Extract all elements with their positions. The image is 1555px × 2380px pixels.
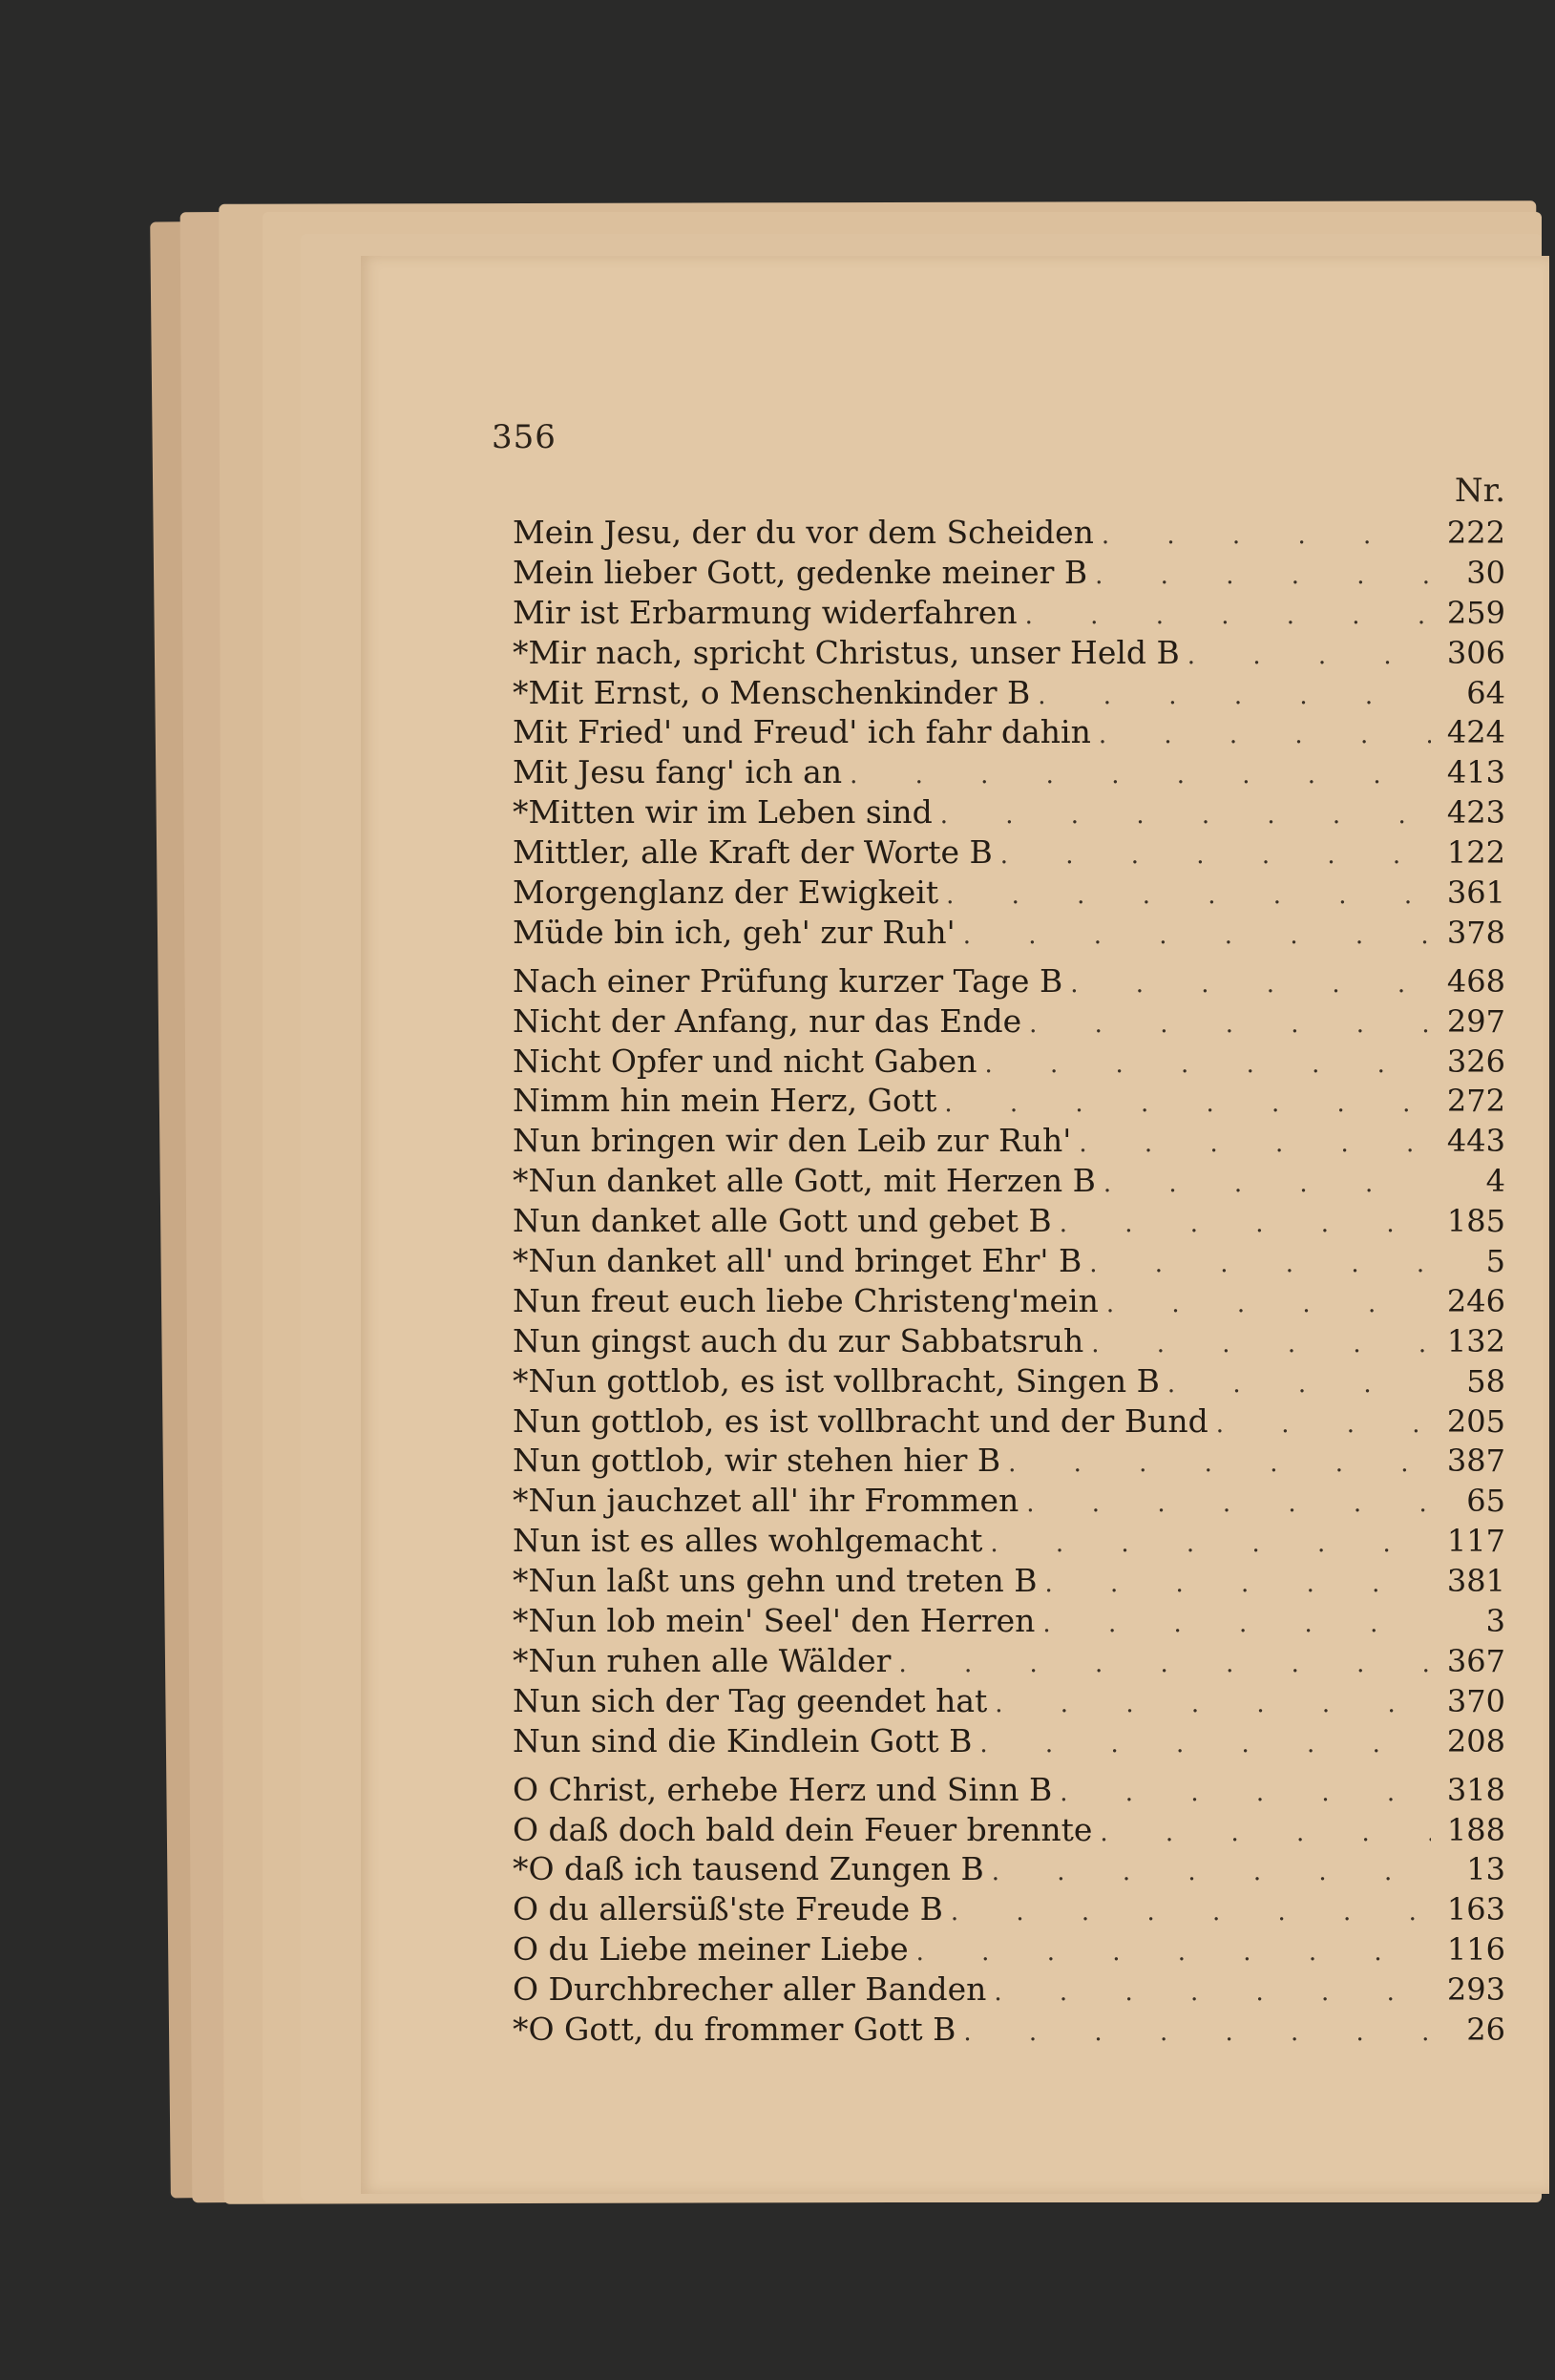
- leader-dots: [944, 1089, 1431, 1118]
- hymn-number: 293: [1446, 1971, 1505, 2009]
- leader-dots: [1060, 1779, 1431, 1807]
- leader-dots: [1026, 1489, 1431, 1518]
- hymn-number: 413: [1446, 754, 1505, 791]
- hymn-number: 378: [1446, 914, 1505, 951]
- leader-dots: [979, 1730, 1431, 1759]
- hymn-number: 443: [1446, 1123, 1505, 1160]
- hymn-number: 26: [1466, 2011, 1505, 2048]
- index-entry: [513, 1602, 1505, 1642]
- hymn-title: Nun gottlob, wir stehen hier B: [513, 1442, 1001, 1480]
- hymn-number: 188: [1446, 1811, 1505, 1848]
- hymn-number: 272: [1446, 1083, 1505, 1120]
- index-entry: [513, 1082, 1505, 1122]
- index-entry: [513, 1930, 1505, 1970]
- hymn-title: Nicht Opfer und nicht Gaben: [513, 1042, 977, 1080]
- index-entry: [513, 1722, 1505, 1762]
- hymn-number: 318: [1446, 1771, 1505, 1808]
- hymn-title: Morgenglanz der Ewigkeit: [513, 874, 939, 912]
- hymn-number: 326: [1446, 1043, 1505, 1080]
- hymn-number: 205: [1446, 1402, 1505, 1440]
- leader-dots: [916, 1938, 1431, 1967]
- hymn-index-list: [513, 514, 1505, 2051]
- hymn-title: *Nun danket alle Gott, mit Herzen B: [513, 1162, 1096, 1200]
- hymn-title: Nun gottlob, es ist vollbracht und der Bund: [513, 1401, 1208, 1440]
- hymn-number: 116: [1446, 1931, 1505, 1969]
- index-entry: [513, 874, 1505, 914]
- hymn-number: 387: [1446, 1443, 1505, 1480]
- index-entry: [513, 1322, 1505, 1362]
- hymn-title: Mir ist Erbarmung widerfahren: [513, 593, 1018, 631]
- hymn-number: 361: [1446, 874, 1505, 912]
- hymn-title: *Mir nach, spricht Christus, unser Held B: [513, 633, 1180, 671]
- hymn-title: Mit Jesu fang' ich an: [513, 753, 843, 791]
- leader-dots: [1000, 841, 1431, 870]
- hymn-title: O du allersüß'ste Freude B: [513, 1890, 943, 1928]
- hymn-number: 423: [1446, 794, 1505, 832]
- hymn-title: O daß doch bald dein Feuer brennte: [513, 1810, 1093, 1848]
- hymn-number: 163: [1446, 1891, 1505, 1928]
- index-entry: [513, 1642, 1505, 1682]
- hymn-title: *Nun lob mein' Seel' den Herren: [513, 1602, 1036, 1640]
- hymn-number: 468: [1446, 962, 1505, 1000]
- leader-dots: [994, 1978, 1431, 2007]
- hymn-number: 306: [1446, 634, 1505, 671]
- index-entry: [513, 2011, 1505, 2051]
- hymn-title: Mein Jesu, der du vor dem Scheiden: [513, 514, 1094, 551]
- hymn-title: Mein lieber Gott, gedenke meiner B: [513, 553, 1088, 591]
- hymn-number: 246: [1446, 1282, 1505, 1319]
- index-entry: [513, 962, 1505, 1002]
- hymn-number: 65: [1466, 1483, 1505, 1520]
- index-entry: [513, 1482, 1505, 1522]
- hymn-number: 3: [1485, 1603, 1505, 1640]
- hymn-title: Nun sind die Kindlein Gott B: [513, 1721, 973, 1759]
- hymn-number: 185: [1446, 1203, 1505, 1240]
- index-entry: [513, 713, 1505, 753]
- hymn-title: *Mit Ernst, o Menschenkinder B: [513, 673, 1031, 711]
- leader-dots: [1095, 561, 1431, 590]
- leader-dots: [1008, 1449, 1431, 1478]
- leader-dots: [1025, 601, 1431, 630]
- hymn-number: 30: [1466, 554, 1505, 591]
- hymn-number: 132: [1446, 1322, 1505, 1359]
- index-entry: [513, 1682, 1505, 1722]
- leader-dots: [1044, 1569, 1431, 1598]
- hymn-title: Müde bin ich, geh' zur Ruh': [513, 913, 956, 951]
- hymn-title: Nun sich der Tag geendet hat: [513, 1681, 988, 1719]
- hymn-title: *Nun laßt uns gehn und treten B: [513, 1562, 1038, 1600]
- index-entry: [513, 1362, 1505, 1402]
- hymn-title: Mittler, alle Kraft der Worte B: [513, 833, 993, 872]
- index-entry: [513, 1442, 1505, 1482]
- leader-dots: [1167, 1370, 1431, 1399]
- leader-dots: [963, 2018, 1431, 2047]
- leader-dots: [1029, 1010, 1431, 1039]
- hymn-title: O Christ, erhebe Herz und Sinn B: [513, 1770, 1053, 1808]
- hymn-number: 13: [1466, 1851, 1505, 1888]
- leader-dots: [963, 921, 1431, 950]
- leader-dots: [898, 1650, 1431, 1678]
- hymn-number: 58: [1466, 1362, 1505, 1400]
- hymn-number: 117: [1446, 1523, 1505, 1560]
- leader-dots: [1089, 1250, 1431, 1278]
- index-entry: [513, 1043, 1505, 1083]
- hymn-title: *O daß ich tausend Zungen B: [513, 1850, 984, 1888]
- leader-dots: [1070, 970, 1431, 999]
- leader-dots: [850, 761, 1431, 790]
- hymn-number: 4: [1485, 1163, 1505, 1200]
- hymn-title: Nicht der Anfang, nur das Ende: [513, 1001, 1022, 1040]
- hymn-title: Nun freut euch liebe Christeng'mein: [513, 1281, 1099, 1319]
- index-entry: [513, 1202, 1505, 1242]
- index-entry: [513, 914, 1505, 954]
- index-entry: [513, 1002, 1505, 1043]
- index-entry: [513, 1850, 1505, 1890]
- hymn-number: 370: [1446, 1682, 1505, 1719]
- index-entry: [513, 793, 1505, 833]
- hymn-title: O Durchbrecher aller Banden: [513, 1970, 987, 2009]
- leader-dots: [984, 1050, 1431, 1079]
- leader-dots: [1102, 521, 1431, 550]
- index-entry: [513, 1890, 1505, 1930]
- hymn-title: *O Gott, du frommer Gott B: [513, 2010, 956, 2048]
- leader-dots: [1216, 1410, 1431, 1439]
- index-entry: [513, 1771, 1505, 1811]
- hymn-title: *Nun danket all' und bringet Ehr' B: [513, 1242, 1082, 1280]
- index-entry: [513, 1402, 1505, 1443]
- hymn-title: *Nun ruhen alle Wälder: [513, 1641, 892, 1679]
- leader-dots: [940, 801, 1431, 830]
- hymn-number: 208: [1446, 1722, 1505, 1759]
- index-entry: [513, 1811, 1505, 1851]
- index-entry: [513, 1122, 1505, 1162]
- leader-dots: [1042, 1610, 1431, 1638]
- hymn-title: Nun danket alle Gott und gebet B: [513, 1202, 1052, 1240]
- index-entry: [513, 1242, 1505, 1282]
- hymn-number: 64: [1466, 674, 1505, 711]
- index-entry: [513, 1970, 1505, 2011]
- hymn-number: 297: [1446, 1002, 1505, 1040]
- hymn-title: *Nun gottlob, es ist vollbracht, Singen B: [513, 1361, 1160, 1400]
- leader-dots: [1060, 1210, 1431, 1238]
- hymn-number: 222: [1446, 515, 1505, 551]
- index-entry: [513, 1562, 1505, 1602]
- hymn-number: 381: [1446, 1563, 1505, 1600]
- hymn-title: Nun ist es alles wohlgemacht: [513, 1522, 983, 1560]
- index-entry: [513, 634, 1505, 674]
- leader-dots: [1091, 1330, 1431, 1358]
- leader-dots: [1103, 1169, 1431, 1198]
- index-entry: [513, 753, 1505, 793]
- hymn-number: 367: [1446, 1642, 1505, 1679]
- index-entry: [513, 514, 1505, 554]
- hymn-number: 259: [1446, 594, 1505, 631]
- index-entry: [513, 674, 1505, 714]
- hymn-number: 424: [1446, 714, 1505, 751]
- hymn-title: Nun gingst auch du zur Sabbatsruh: [513, 1321, 1084, 1359]
- hymn-title: Nach einer Prüfung kurzer Tage B: [513, 961, 1063, 1000]
- number-column-header: Nr.: [1454, 472, 1505, 510]
- leader-dots: [992, 1858, 1431, 1886]
- leader-dots: [995, 1690, 1431, 1718]
- leader-dots: [1106, 1290, 1431, 1318]
- leader-dots: [1099, 721, 1431, 749]
- index-entry: [513, 833, 1505, 874]
- hymn-title: Nimm hin mein Herz, Gott: [513, 1082, 937, 1120]
- index-entry: [513, 1162, 1505, 1202]
- index-entry: [513, 594, 1505, 634]
- hymn-number: 122: [1446, 834, 1505, 872]
- leader-dots: [946, 881, 1431, 910]
- leader-dots: [1038, 682, 1431, 710]
- hymn-title: *Nun jauchzet all' ihr Frommen: [513, 1482, 1019, 1520]
- index-entry: [513, 1282, 1505, 1322]
- index-entry: [513, 554, 1505, 594]
- leader-dots: [1187, 642, 1431, 670]
- hymn-number: 5: [1485, 1243, 1505, 1280]
- leader-dots: [1079, 1129, 1431, 1158]
- leader-dots: [990, 1529, 1431, 1558]
- leader-dots: [1100, 1819, 1431, 1847]
- hymn-title: *Mitten wir im Leben sind: [513, 793, 933, 832]
- page-number: 356: [492, 418, 557, 456]
- hymn-title: O du Liebe meiner Liebe: [513, 1930, 909, 1969]
- hymn-title: Nun bringen wir den Leib zur Ruh': [513, 1122, 1072, 1160]
- leader-dots: [951, 1898, 1431, 1927]
- index-entry: [513, 1522, 1505, 1562]
- hymn-title: Mit Fried' und Freud' ich fahr dahin: [513, 713, 1091, 751]
